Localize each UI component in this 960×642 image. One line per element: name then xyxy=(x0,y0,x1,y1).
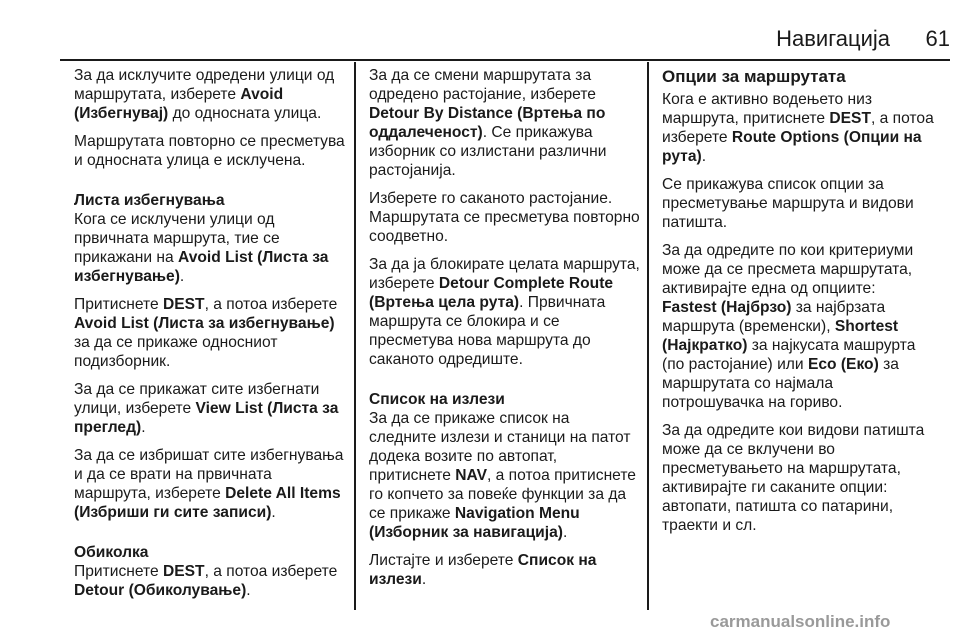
bold-term: Список на излези xyxy=(369,552,597,588)
paragraph: Кога е активно водењето низ маршрута, притиснете DEST, а потоа изберете Route Options (Опции на рута). xyxy=(662,91,934,165)
header-rule xyxy=(60,59,950,61)
paragraph: За да ја блокирате целата маршрута, изберете Detour Complete Route (Вртења цела рута). Првичната маршрута се блокира и се пресметува нова маршрута до саканото одредиште. xyxy=(369,256,640,368)
paragraph: Изберете го саканото растојание. Маршрутата се пресметува повторно соодветно. xyxy=(369,190,640,245)
paragraph: За да одредите кои видови патишта може да се вклучени во пресметувањето на маршрутата, активирајте ги саканите опции: автопати, патишта со патарини, траекти и сл. xyxy=(662,422,925,534)
column-divider-2 xyxy=(647,62,649,610)
paragraph: Притиснете DEST, а потоа изберете Detour (Обиколување). xyxy=(74,563,338,599)
section-title: Навигација xyxy=(776,26,890,51)
watermark: carmanualsonline.info xyxy=(710,612,891,631)
bold-term: Fastest (Најбрзо) xyxy=(662,299,792,316)
subheading-detour: Обиколка xyxy=(74,544,149,561)
paragraph: Кога се исклучени улици од првичната маршрута, тие се прикажани на Avoid List (Листа за избегнување). xyxy=(74,211,329,285)
page-number: 61 xyxy=(925,26,950,51)
bold-term: Detour (Обиколување) xyxy=(74,582,247,599)
bold-term: DEST xyxy=(162,296,205,313)
column-divider-1 xyxy=(354,62,356,610)
paragraph: За да се прикажат сите избегнати улици, изберете View List (Листа за преглед). xyxy=(74,381,339,436)
page-header xyxy=(60,22,950,62)
bold-term: Avoid List (Листа за избегнување) xyxy=(74,249,329,285)
bold-term: Route Options (Опции на рута) xyxy=(662,129,922,165)
column-2 xyxy=(369,66,641,598)
bold-term: Delete All Items (Избриши ги сите записи) xyxy=(74,485,341,521)
bold-term: Detour By Distance (Вртења по оддалеченост) xyxy=(369,105,606,141)
subheading-avoid-list: Листа избегнувања xyxy=(74,192,225,209)
paragraph: Се прикажува список опции за пресметување маршрута и видови патишта. xyxy=(662,176,914,231)
paragraph: За да одредите по кои критериуми може да се пресмета маршрутата, активирајте една од опциите: Fastest (Најбрзо) за најбрзата маршрута (временски), Shortest (Најкратко) за најкусата машрурта (по растојание) или Eco (Еко) за маршрутата со најмала потрошувачка на гориво. xyxy=(662,242,916,411)
paragraph: За да исклучите одредени улици од маршрутата, изберете Avoid (Избегнувај) до односната улица. xyxy=(74,67,335,122)
paragraph: За да се прикаже список на следните излези и станици на патот додека возите по автопат, притиснете NAV, а потоа притиснете го копчето за повеќе функции за да се прикаже Navigation Menu (Изборник за навигација). xyxy=(369,410,636,541)
paragraph: За да се избришат сите избегнувања и да се врати на првичната маршрута, изберете Delete All Items (Избриши ги сите записи). xyxy=(74,447,344,521)
bold-term: Eco (Еко) xyxy=(807,356,879,373)
bold-term: Navigation Menu (Изборник за навигација) xyxy=(369,505,580,541)
paragraph: Листајте и изберете Список на излези. xyxy=(369,552,597,588)
bold-term: Avoid (Избегнувај) xyxy=(74,86,284,122)
bold-term: Avoid List (Листа за избегнување) xyxy=(74,315,335,332)
bold-term: Detour Complete Route (Вртења цела рута) xyxy=(369,275,614,311)
column-1 xyxy=(74,66,346,609)
heading-route-options: Опции за маршрутата xyxy=(662,67,846,86)
paragraph: Притиснете DEST, а потоа изберете Avoid List (Листа за избегнување) за да се прикаже односниот подизборник. xyxy=(74,296,338,370)
bold-term: Shortest (Најкратко) xyxy=(662,318,899,354)
subheading-exit-list: Список на излези xyxy=(369,391,505,408)
bold-term: NAV xyxy=(455,467,487,484)
bold-term: DEST xyxy=(162,563,205,580)
paragraph: Маршрутата повторно се пресметува и односната улица е исклучена. xyxy=(74,133,345,169)
paragraph: За да се смени маршрутата за одредено растојание, изберете Detour By Distance (Вртења по оддалеченост). Се прикажува изборник со излистани различни растојанија. xyxy=(369,67,607,179)
bold-term: View List (Листа за преглед) xyxy=(74,400,339,436)
bold-term: DEST xyxy=(829,110,871,127)
column-3 xyxy=(662,66,934,544)
